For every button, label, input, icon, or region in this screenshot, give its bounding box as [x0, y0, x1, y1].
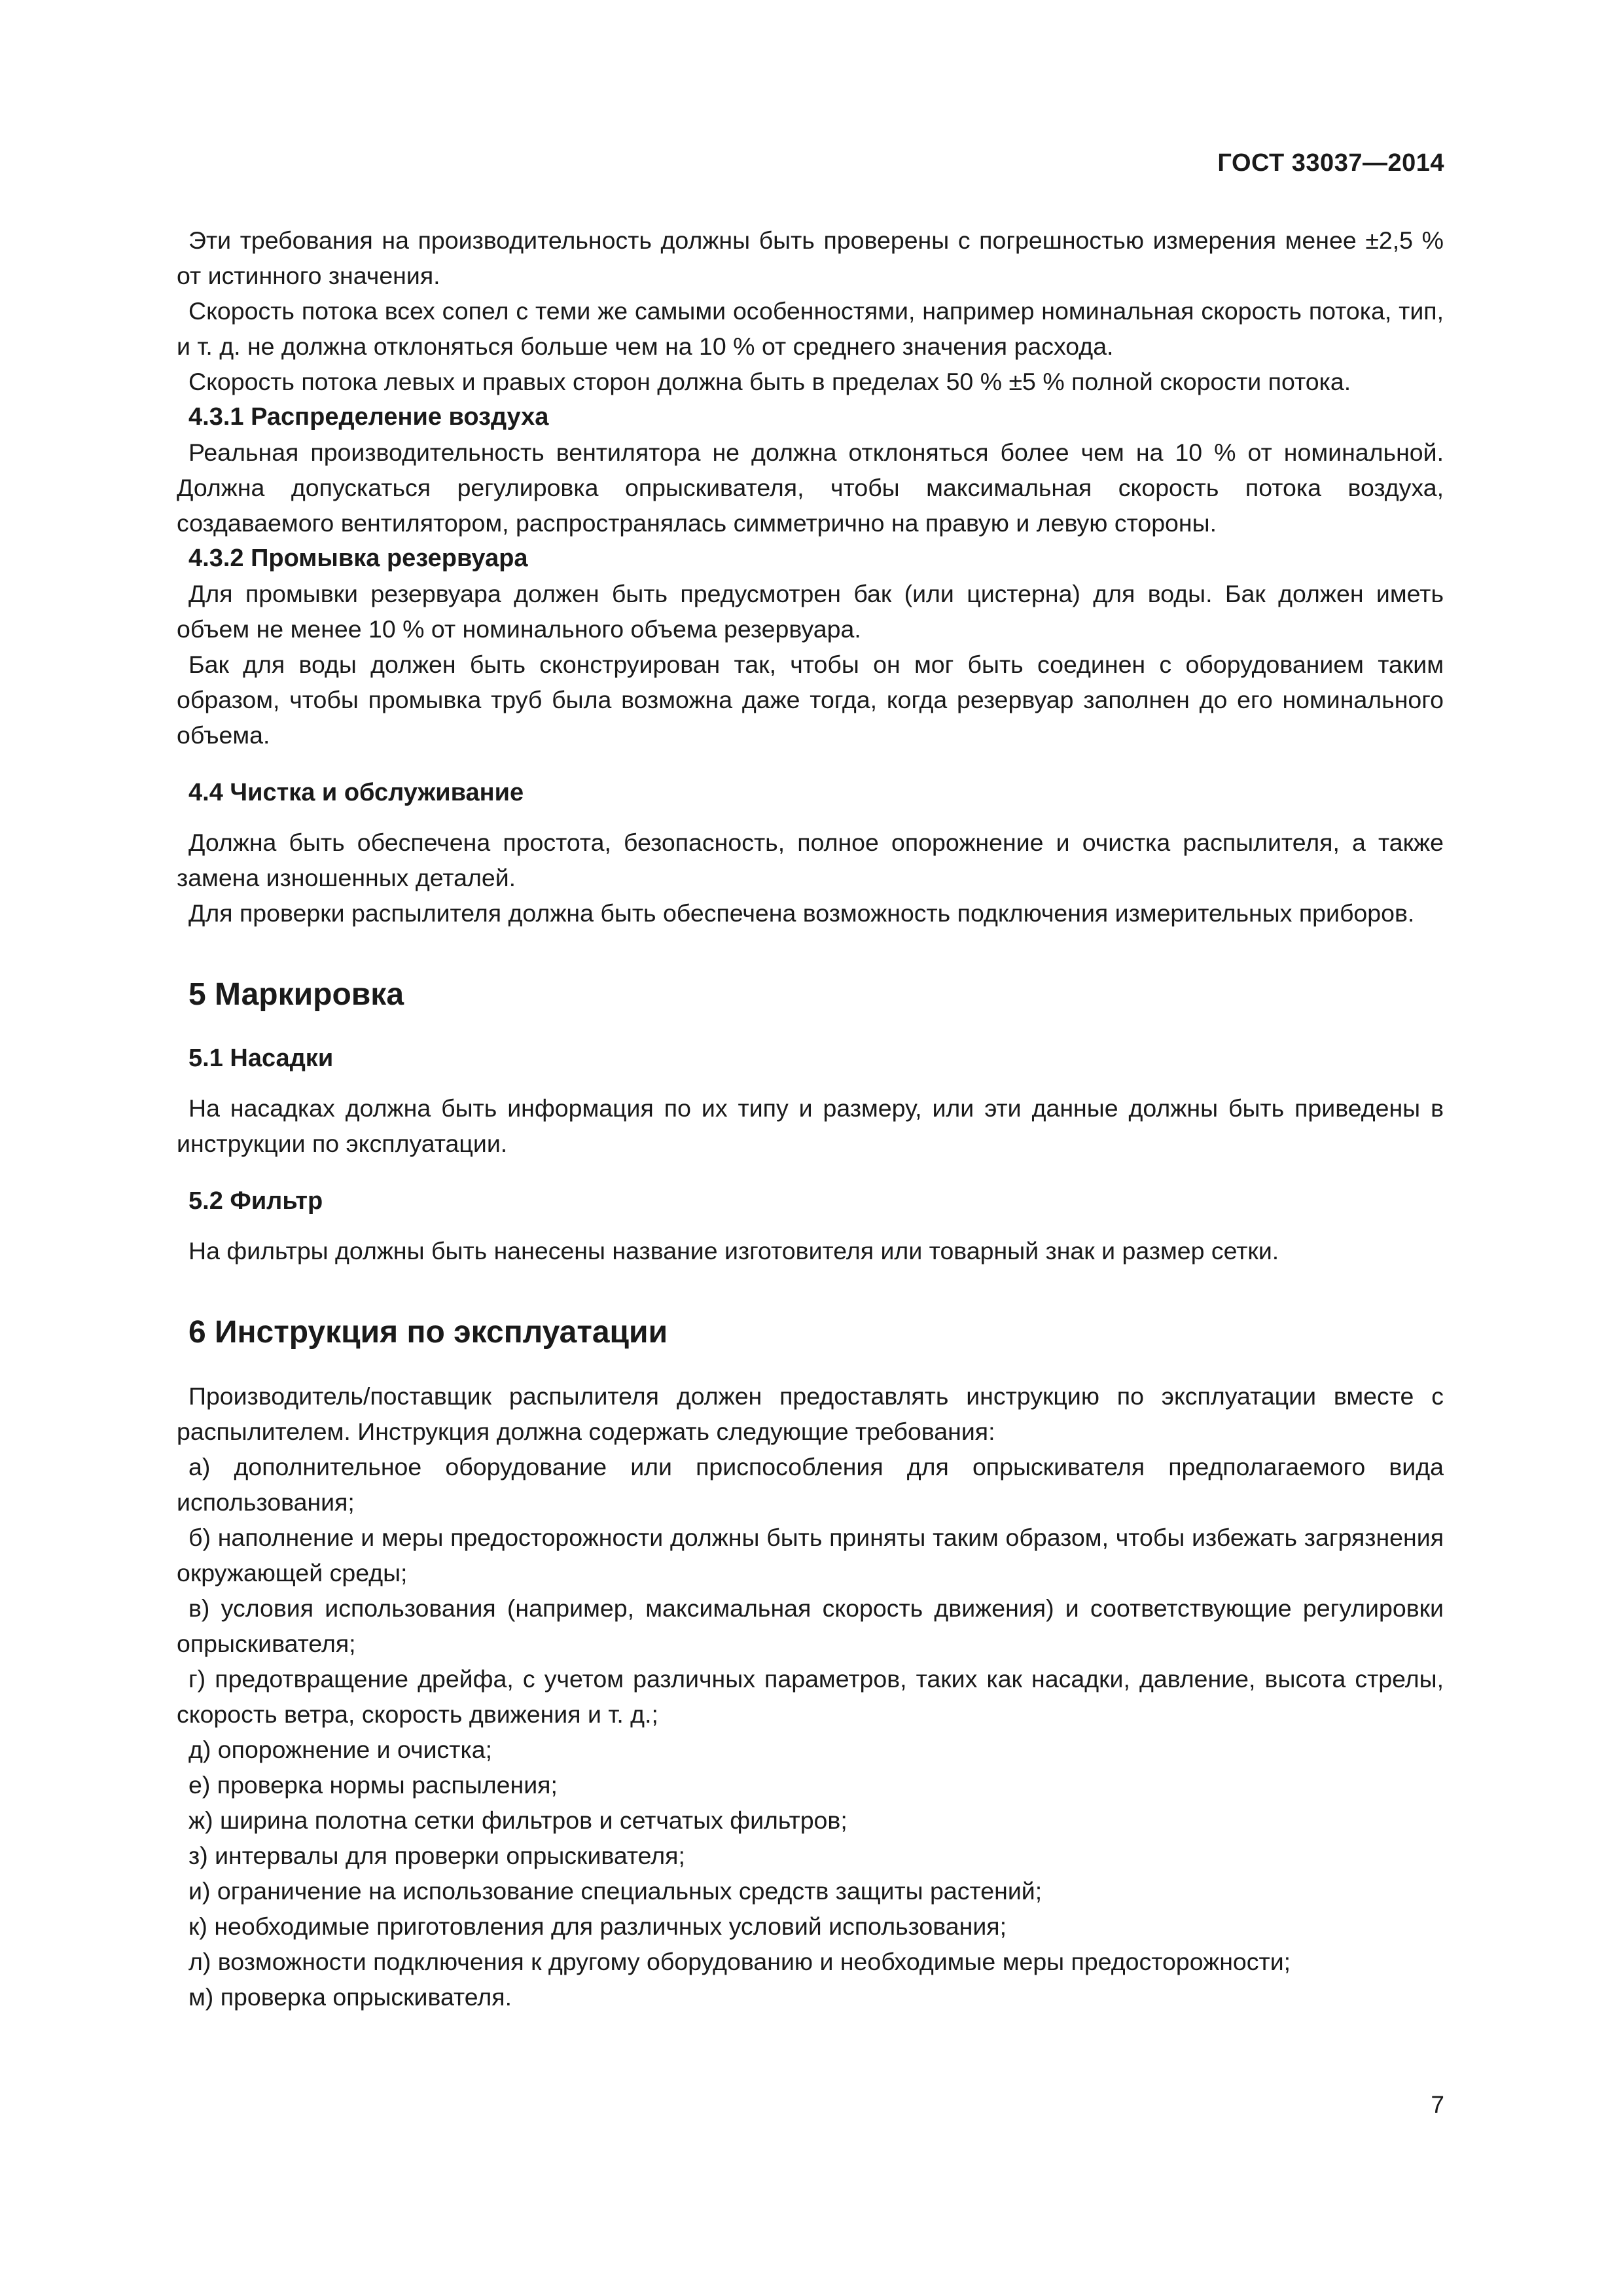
subsection-heading-4-4: 4.4 Чистка и обслуживание [188, 779, 524, 806]
list-item: ж) ширина полотна сетки фильтров и сетчатых фильтров; [188, 1806, 847, 1834]
paragraph: Для проверки распылителя должна быть обеспечена возможность подключения измерительных приборов. [188, 899, 1415, 927]
list-item: к) необходимые приготовления для различных условий использования; [188, 1912, 1007, 1940]
list-item: л) возможности подключения к другому оборудованию и необходимые меры предосторожности; [188, 1948, 1291, 1975]
subsection-heading-4-3-1: 4.3.1 Распределение воздуха [188, 403, 549, 431]
list-item: з) интервалы для проверки опрыскивателя; [188, 1842, 685, 1869]
list-item: и) ограничение на использование специальных средств защиты растений; [188, 1877, 1043, 1905]
subsection-heading-5-1: 5.1 Насадки [188, 1045, 334, 1072]
list-item: в) условия использования (например, максимальная скорость движения) и соответствующие регулировки опрыскивателя; [177, 1594, 1444, 1657]
page-number: 7 [1431, 2091, 1444, 2118]
paragraph: Бак для воды должен быть сконструирован так, чтобы он мог быть соединен с оборудованием таким образом, чтобы промывка труб была возможна даже тогда, когда резервуар заполнен до его номинального объема. [177, 651, 1444, 749]
list-item: а) дополнительное оборудование или приспособления для опрыскивателя предполагаемого вида использования; [177, 1453, 1444, 1516]
paragraph: Реальная производительность вентилятора не должна отклоняться более чем на 10 % от номинальной. Должна допускаться регулировка опрыскивателя, чтобы максимальная скорость потока воздуха, создаваемого вентилятором, распространялась симметрично на правую и левую стороны. [177, 439, 1444, 537]
paragraph: Должна быть обеспечена простота, безопасность, полное опорожнение и очистка распылителя, а также замена изношенных деталей. [177, 829, 1444, 891]
paragraph: Для промывки резервуара должен быть предусмотрен бак (или цистерна) для воды. Бак должен иметь объем не менее 10 % от номинального объема резервуара. [177, 580, 1444, 643]
list-item: г) предотвращение дрейфа, с учетом различных параметров, таких как насадки, давление, высота стрелы, скорость ветра, скорость движения и т. д.; [177, 1665, 1444, 1728]
list-item: м) проверка опрыскивателя. [188, 1983, 512, 2011]
paragraph: На насадках должна быть информация по их типу и размеру, или эти данные должны быть приведены в инструкции по эксплуатации. [177, 1094, 1444, 1157]
section-heading-5: 5 Маркировка [188, 977, 404, 1012]
list-item: д) опорожнение и очистка; [188, 1736, 492, 1763]
list-item: е) проверка нормы распыления; [188, 1771, 558, 1799]
paragraph: Скорость потока всех сопел с теми же самыми особенностями, например номинальная скорость потока, тип, и т. д. не должна отклоняться больше чем на 10 % от среднего значения расхода. [177, 297, 1444, 360]
paragraph: Эти требования на производительность должны быть проверены с погрешностью измерения менее ±2,5 % от истинного значения. [177, 226, 1444, 289]
standard-code: ГОСТ 33037—2014 [1217, 149, 1444, 177]
list-item: б) наполнение и меры предосторожности должны быть приняты таким образом, чтобы избежать загрязнения окружающей среды; [177, 1524, 1444, 1587]
page-content [177, 223, 1444, 2015]
paragraph: Производитель/поставщик распылителя должен предоставлять инструкцию по эксплуатации вместе с распылителем. Инструкция должна содержать следующие требования: [177, 1382, 1444, 1445]
subsection-heading-5-2: 5.2 Фильтр [188, 1187, 323, 1215]
paragraph: На фильтры должны быть нанесены название изготовителя или товарный знак и размер сетки. [188, 1237, 1279, 1265]
section-heading-6: 6 Инструкция по эксплуатации [188, 1315, 668, 1350]
paragraph: Скорость потока левых и правых сторон должна быть в пределах 50 % ±5 % полной скорости потока. [188, 368, 1351, 395]
subsection-heading-4-3-2: 4.3.2 Промывка резервуара [188, 545, 528, 572]
